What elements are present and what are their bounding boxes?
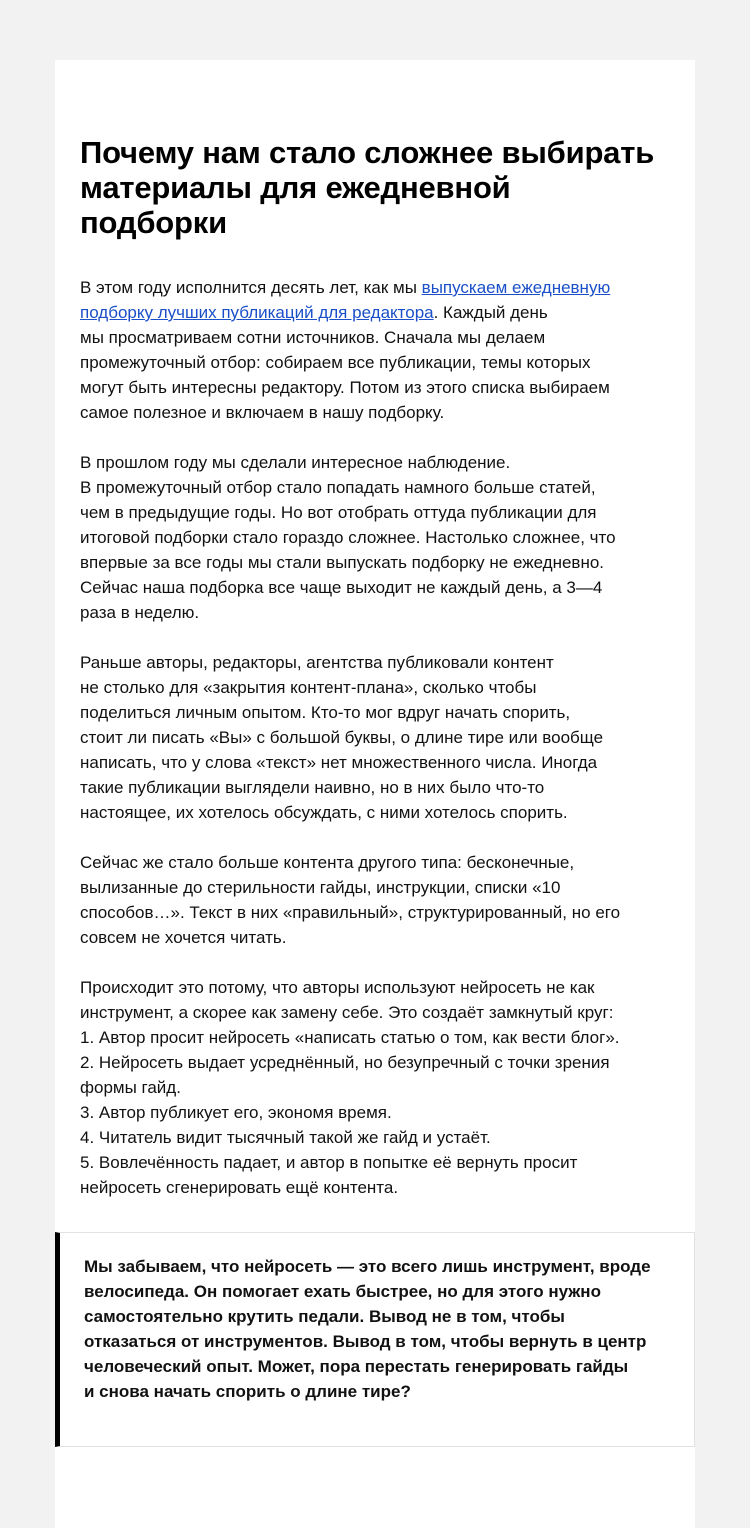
paragraph-line: могут быть интересны редактору. Потом из этого списка выбираем <box>80 378 610 397</box>
paragraph-vicious-circle <box>80 975 670 1200</box>
paragraph-line: впервые за все годы мы стали выпускать подборку не ежедневно. <box>80 553 605 572</box>
paragraph-current-content <box>80 850 670 950</box>
paragraph-line: мы просматриваем сотни источников. Сначала мы делаем <box>80 328 546 347</box>
list-item-continuation: нейросеть сгенерировать ещё контента. <box>80 1178 399 1197</box>
paragraph-line: Сейчас наша подборка все чаще выходит не каждый день, а 3—4 <box>80 578 603 597</box>
article-title <box>80 135 670 240</box>
paragraph-line: В прошлом году мы сделали интересное наблюдение. <box>80 453 511 472</box>
paragraph-line: такие публикации выглядели наивно, но в них было что-то <box>80 778 545 797</box>
list-item: 1. Автор просит нейросеть «написать статью о том, как вести блог». <box>80 1028 620 1047</box>
paragraph-intro <box>80 275 670 425</box>
article-content <box>80 135 670 1225</box>
list-item: 2. Нейросеть выдает усреднённый, но безупречный с точки зрения <box>80 1053 610 1072</box>
quote-line: велосипеда. Он помогает ехать быстрее, но для этого нужно <box>84 1282 601 1301</box>
quote-line: отказаться от инструментов. Вывод в том, чтобы вернуть в центр <box>84 1332 647 1351</box>
title-line: Почему нам стало сложнее выбирать <box>80 135 655 170</box>
list-item: 3. Автор публикует его, экономя время. <box>80 1103 392 1122</box>
title-line: подборки <box>80 205 227 240</box>
paragraph-line: Сейчас же стало больше контента другого типа: бесконечные, <box>80 853 575 872</box>
paragraph-line: написать, что у слова «текст» нет множественного числа. Иногда <box>80 753 598 772</box>
paragraph-line: инструмент, а скорее как замену себе. Это создаёт замкнутый круг: <box>80 1003 614 1022</box>
quote-line: Мы забываем, что нейросеть — это всего лишь инструмент, вроде <box>84 1257 651 1276</box>
link-text-line: подборку лучших публикаций для редактора <box>80 303 434 322</box>
list-item: 4. Читатель видит тысячный такой же гайд и устаёт. <box>80 1128 491 1147</box>
conclusion-quote <box>55 1232 695 1447</box>
paragraph-line: Происходит это потому, что авторы используют нейросеть не как <box>80 978 595 997</box>
quote-text <box>84 1254 674 1404</box>
paragraph-past-authors <box>80 650 670 825</box>
quote-line: человеческий опыт. Может, пора перестать генерировать гайды <box>84 1357 629 1376</box>
intro-text-before-link: В этом году исполнится десять лет, как мы <box>80 278 422 297</box>
paragraph-line: стоит ли писать «Вы» с большой буквы, о длине тире или вообще <box>80 728 604 747</box>
article-card <box>55 60 695 1528</box>
paragraph-observation <box>80 450 670 625</box>
quote-line: самостоятельно крутить педали. Вывод не в том, чтобы <box>84 1307 565 1326</box>
list-item: 5. Вовлечённость падает, и автор в попытке её вернуть просит <box>80 1153 578 1172</box>
paragraph-line: настоящее, их хотелось обсуждать, с ними хотелось спорить. <box>80 803 568 822</box>
article-body <box>80 275 670 1200</box>
paragraph-line: промежуточный отбор: собираем все публикации, темы которых <box>80 353 591 372</box>
paragraph-line: поделиться личным опытом. Кто-то мог вдруг начать спорить, <box>80 703 571 722</box>
paragraph-line: самое полезное и включаем в нашу подборку. <box>80 403 445 422</box>
paragraph-line: Раньше авторы, редакторы, агентства публиковали контент <box>80 653 554 672</box>
paragraph-line: В промежуточный отбор стало попадать намного больше статей, <box>80 478 596 497</box>
title-line: материалы для ежедневной <box>80 170 511 205</box>
paragraph-line: совсем не хочется читать. <box>80 928 287 947</box>
link-text-line: выпускаем ежедневную <box>421 278 611 297</box>
paragraph-line: раза в неделю. <box>80 603 200 622</box>
list-item-continuation: формы гайд. <box>80 1078 181 1097</box>
paragraph-line: не столько для «закрытия контент-плана», сколько чтобы <box>80 678 537 697</box>
paragraph-line: итоговой подборки стало гораздо сложнее. Настолько сложнее, что <box>80 528 616 547</box>
paragraph-line: чем в предыдущие годы. Но вот отобрать оттуда публикации для <box>80 503 597 522</box>
paragraph-line: способов…». Текст в них «правильный», структурированный, но его <box>80 903 621 922</box>
quote-line: и снова начать спорить о длине тире? <box>84 1382 411 1401</box>
intro-text-after-link: . Каждый день <box>433 303 548 322</box>
paragraph-line: вылизанные до стерильности гайды, инструкции, списки «10 <box>80 878 561 897</box>
